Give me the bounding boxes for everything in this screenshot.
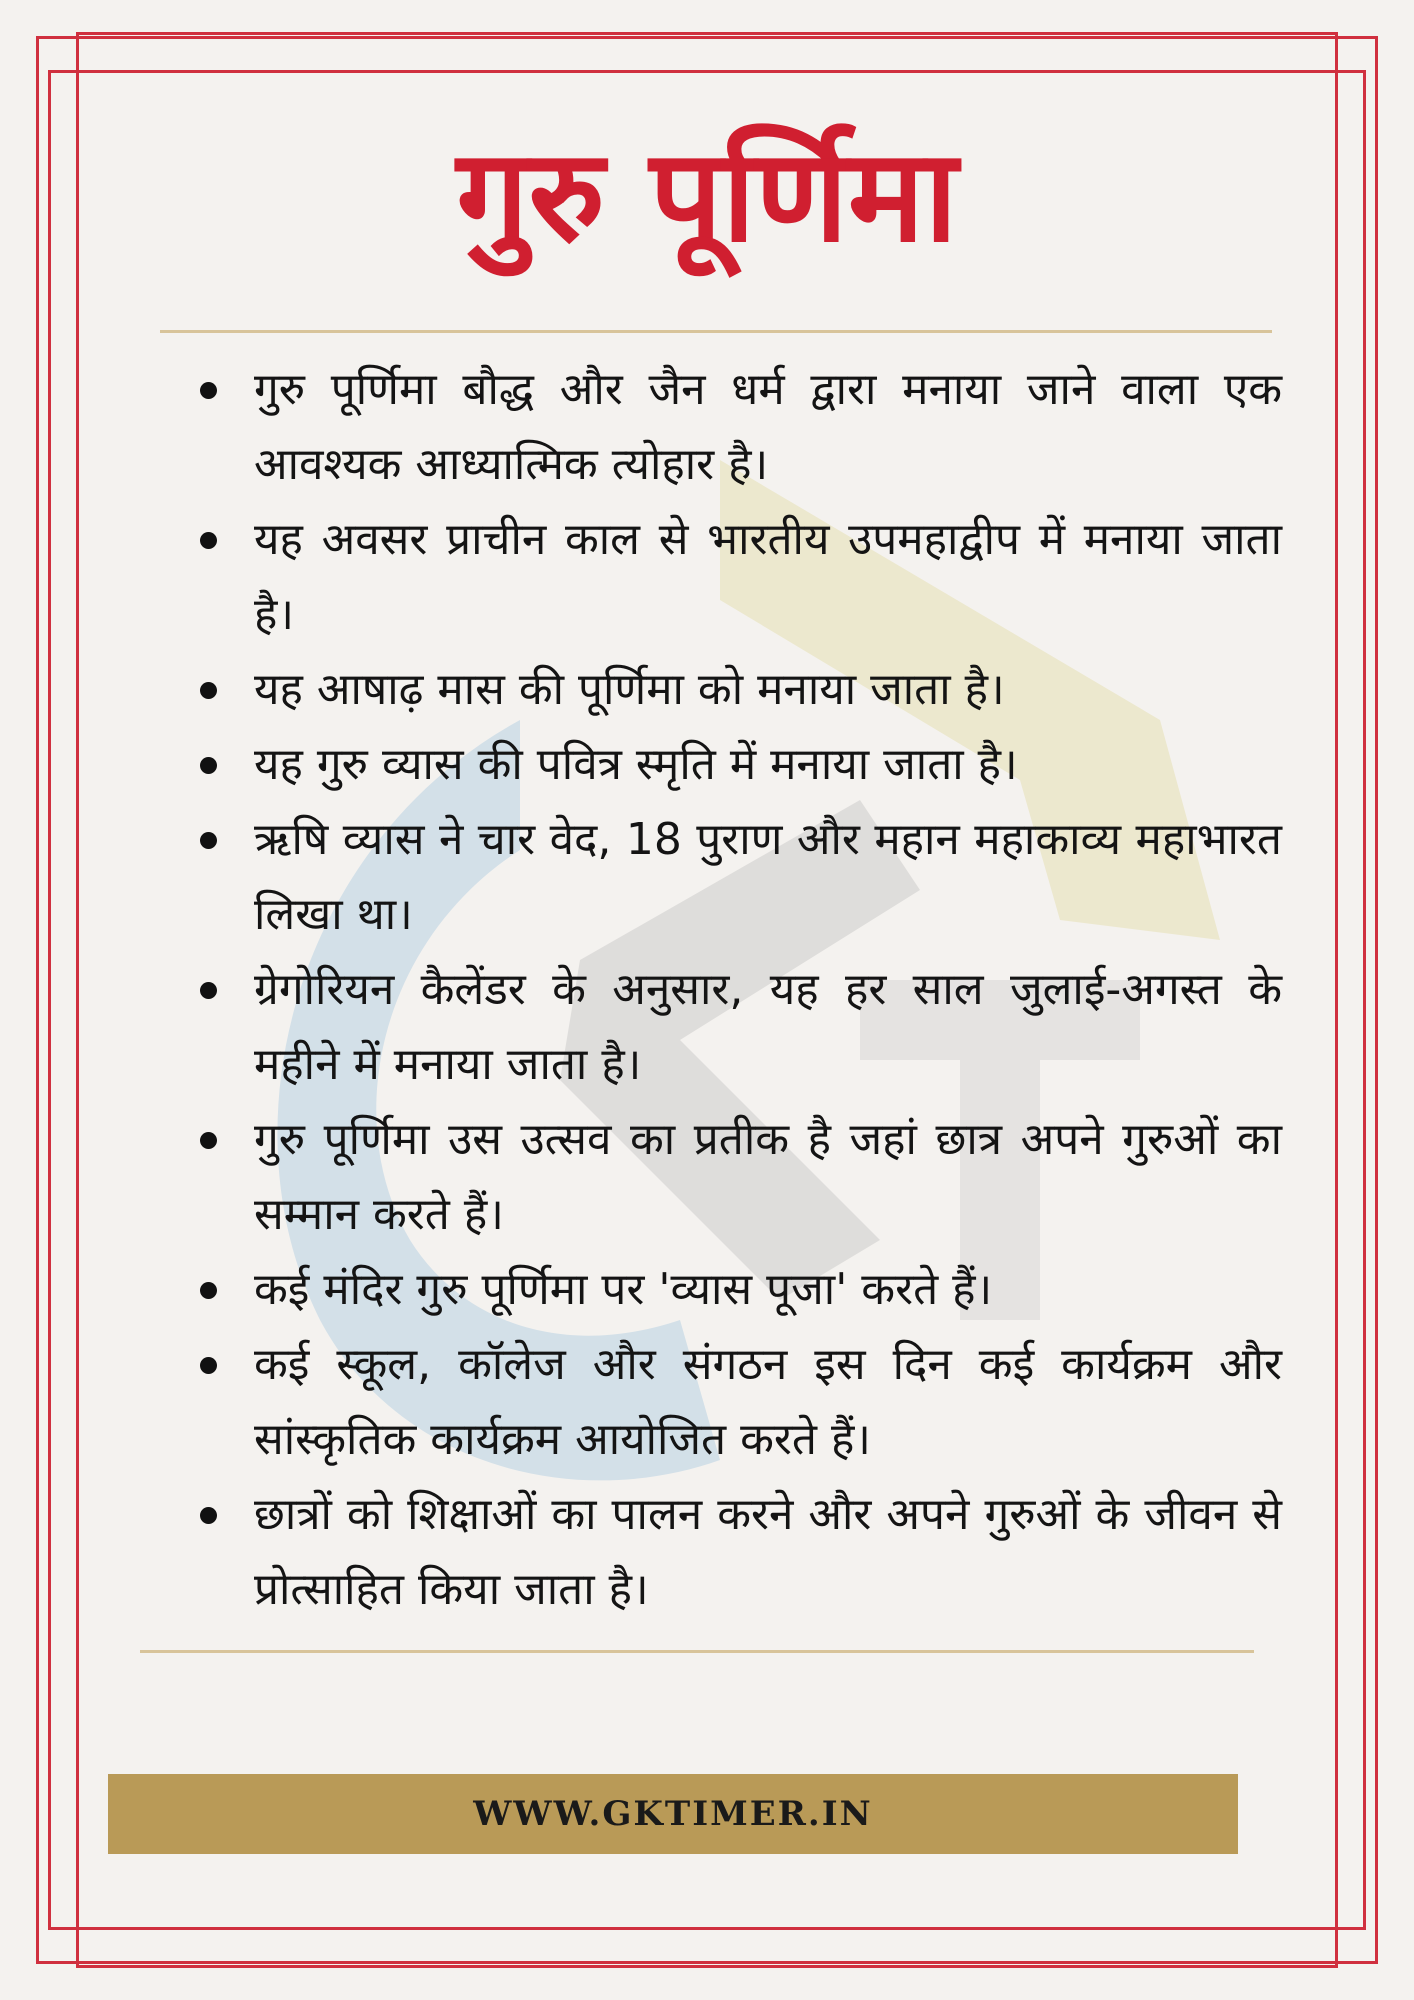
list-item-text: ग्रेगोरियन कैलेंडर के अनुसार, यह हर साल जुलाई-अगस्त के महीने में मनाया जाता है।: [254, 964, 1282, 1090]
list-item: [200, 652, 1282, 727]
list-item-text: ऋषि व्यास ने चार वेद, 18 पुराण और महान महाकाव्य महाभारत लिखा था।: [254, 814, 1282, 940]
list-item-text: गुरु पूर्णिमा उस उत्सव का प्रतीक है जहां छात्र अपने गुरुओं का सम्मान करते हैं।: [254, 1114, 1282, 1240]
bullet-icon: [200, 532, 217, 549]
list-item-text: यह अवसर प्राचीन काल से भारतीय उपमहाद्वीप में मनाया जाता है।: [254, 514, 1282, 640]
list-item: [200, 1102, 1282, 1252]
bullet-icon: [200, 1282, 217, 1299]
list-item-text: यह गुरु व्यास की पवित्र स्मृति में मनाया जाता है।: [254, 739, 1018, 790]
list-item: [200, 1477, 1282, 1627]
bullet-icon: [200, 1132, 217, 1149]
list-item-text: गुरु पूर्णिमा बौद्ध और जैन धर्म द्वारा मनाया जाने वाला एक आवश्यक आध्यात्मिक त्योहार है।: [254, 364, 1282, 490]
list-item: [200, 952, 1282, 1102]
list-item: [200, 1252, 1282, 1327]
list-item-text: कई मंदिर गुरु पूर्णिमा पर 'व्यास पूजा' करते हैं।: [254, 1264, 993, 1315]
list-item: [200, 802, 1282, 952]
bullet-icon: [200, 757, 217, 774]
bullet-icon: [200, 982, 217, 999]
list-item-text: यह आषाढ़ मास की पूर्णिमा को मनाया जाता है।: [254, 664, 1005, 715]
top-divider: [160, 330, 1272, 333]
list-item: [200, 502, 1282, 652]
bullet-icon: [200, 382, 217, 399]
list-item: [200, 352, 1282, 502]
website-link[interactable]: WWW.GKTIMER.IN: [473, 1794, 873, 1834]
website-banner: [108, 1774, 1238, 1854]
list-item-text: कई स्कूल, कॉलेज और संगठन इस दिन कई कार्यक्रम और सांस्कृतिक कार्यक्रम आयोजित करते हैं।: [254, 1339, 1282, 1465]
bottom-divider: [140, 1650, 1254, 1653]
list-item: [200, 727, 1282, 802]
list-item: [200, 1327, 1282, 1477]
points-list: [200, 352, 1282, 1627]
page-title: गुरु पूर्णिमा: [456, 122, 958, 271]
list-item-text: छात्रों को शिक्षाओं का पालन करने और अपने गुरुओं के जीवन से प्रोत्साहित किया जाता है।: [254, 1489, 1282, 1615]
bullet-icon: [200, 1357, 217, 1374]
bullet-icon: [200, 682, 217, 699]
bullet-icon: [200, 832, 217, 849]
bullet-icon: [200, 1507, 217, 1524]
